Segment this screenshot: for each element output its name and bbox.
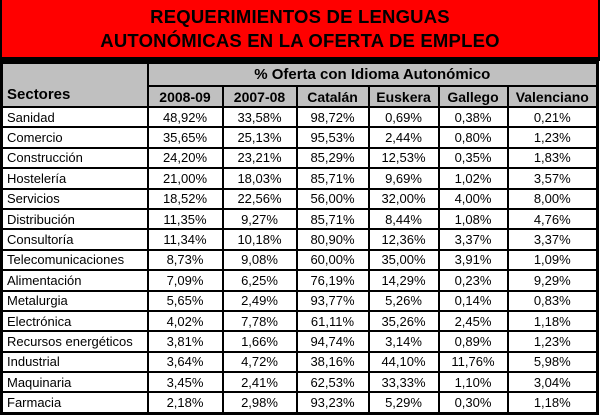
table-row	[2, 148, 598, 168]
value-cell: 33,33%	[369, 372, 439, 392]
sector-language-table	[0, 61, 599, 415]
value-cell: 3,57%	[508, 168, 598, 188]
value-cell: 3,45%	[148, 372, 223, 392]
value-cell: 1,18%	[508, 392, 598, 413]
value-cell: 2,98%	[223, 392, 297, 413]
value-cell: 8,00%	[508, 189, 598, 209]
sector-cell: Industrial	[2, 352, 148, 372]
value-cell: 10,18%	[223, 229, 297, 249]
value-cell: 2,41%	[223, 372, 297, 392]
table-row	[2, 127, 598, 147]
title-line-2: AUTONÓMICAS EN LA OFERTA DE EMPLEO	[100, 29, 500, 51]
sector-cell: Farmacia	[2, 392, 148, 413]
column-header-2008-09: 2008-09	[148, 86, 223, 107]
value-cell: 11,34%	[148, 229, 223, 249]
value-cell: 5,29%	[369, 392, 439, 413]
sector-cell: Sanidad	[2, 107, 148, 127]
sector-cell: Recursos energéticos	[2, 331, 148, 351]
sector-cell: Servicios	[2, 189, 148, 209]
value-cell: 94,74%	[297, 331, 369, 351]
table-title	[0, 0, 600, 61]
value-cell: 0,21%	[508, 107, 598, 127]
value-cell: 4,02%	[148, 311, 223, 331]
value-cell: 0,14%	[439, 291, 508, 311]
value-cell: 5,98%	[508, 352, 598, 372]
value-cell: 35,65%	[148, 127, 223, 147]
value-cell: 12,36%	[369, 229, 439, 249]
value-cell: 3,37%	[508, 229, 598, 249]
value-cell: 32,00%	[369, 189, 439, 209]
sector-cell: Construcción	[2, 148, 148, 168]
value-cell: 56,00%	[297, 189, 369, 209]
value-cell: 12,53%	[369, 148, 439, 168]
value-cell: 2,49%	[223, 291, 297, 311]
table-row	[2, 189, 598, 209]
value-cell: 0,30%	[439, 392, 508, 413]
table-row	[2, 250, 598, 270]
table-row	[2, 372, 598, 392]
value-cell: 35,26%	[369, 311, 439, 331]
value-cell: 85,71%	[297, 168, 369, 188]
table-row	[2, 392, 598, 413]
value-cell: 0,83%	[508, 291, 598, 311]
table-row	[2, 331, 598, 351]
sector-cell: Electrónica	[2, 311, 148, 331]
value-cell: 1,08%	[439, 209, 508, 229]
column-header-euskera: Euskera	[369, 86, 439, 107]
value-cell: 76,19%	[297, 270, 369, 290]
value-cell: 14,29%	[369, 270, 439, 290]
column-header-2007-08: 2007-08	[223, 86, 297, 107]
value-cell: 18,03%	[223, 168, 297, 188]
sector-cell: Metalurgia	[2, 291, 148, 311]
value-cell: 1,83%	[508, 148, 598, 168]
value-cell: 4,72%	[223, 352, 297, 372]
value-cell: 61,11%	[297, 311, 369, 331]
table-row	[2, 229, 598, 249]
sector-cell: Maquinaria	[2, 372, 148, 392]
value-cell: 35,00%	[369, 250, 439, 270]
value-cell: 11,35%	[148, 209, 223, 229]
title-line-1: REQUERIMIENTOS DE LENGUAS	[150, 5, 450, 27]
value-cell: 24,20%	[148, 148, 223, 168]
value-cell: 1,23%	[508, 331, 598, 351]
value-cell: 48,92%	[148, 107, 223, 127]
sector-cell: Comercio	[2, 127, 148, 147]
value-cell: 62,53%	[297, 372, 369, 392]
value-cell: 3,81%	[148, 331, 223, 351]
value-cell: 8,73%	[148, 250, 223, 270]
table-row	[2, 209, 598, 229]
value-cell: 4,76%	[508, 209, 598, 229]
value-cell: 0,35%	[439, 148, 508, 168]
value-cell: 0,69%	[369, 107, 439, 127]
value-cell: 21,00%	[148, 168, 223, 188]
table-row	[2, 291, 598, 311]
value-cell: 1,18%	[508, 311, 598, 331]
value-cell: 9,69%	[369, 168, 439, 188]
value-cell: 0,23%	[439, 270, 508, 290]
value-cell: 98,72%	[297, 107, 369, 127]
value-cell: 44,10%	[369, 352, 439, 372]
value-cell: 33,58%	[223, 107, 297, 127]
value-cell: 38,16%	[297, 352, 369, 372]
value-cell: 5,26%	[369, 291, 439, 311]
value-cell: 4,00%	[439, 189, 508, 209]
value-cell: 3,91%	[439, 250, 508, 270]
group-header: % Oferta con Idioma Autonómico	[148, 63, 598, 87]
value-cell: 1,09%	[508, 250, 598, 270]
value-cell: 0,80%	[439, 127, 508, 147]
value-cell: 1,66%	[223, 331, 297, 351]
column-header-valenciano: Valenciano	[508, 86, 598, 107]
value-cell: 8,44%	[369, 209, 439, 229]
value-cell: 2,44%	[369, 127, 439, 147]
value-cell: 85,29%	[297, 148, 369, 168]
value-cell: 1,02%	[439, 168, 508, 188]
value-cell: 3,04%	[508, 372, 598, 392]
value-cell: 2,18%	[148, 392, 223, 413]
value-cell: 80,90%	[297, 229, 369, 249]
value-cell: 5,65%	[148, 291, 223, 311]
value-cell: 1,10%	[439, 372, 508, 392]
value-cell: 11,76%	[439, 352, 508, 372]
table-body	[2, 107, 598, 413]
table-row	[2, 352, 598, 372]
value-cell: 7,78%	[223, 311, 297, 331]
value-cell: 1,23%	[508, 127, 598, 147]
value-cell: 2,45%	[439, 311, 508, 331]
table-row	[2, 107, 598, 127]
column-header-sectores: Sectores	[2, 63, 148, 108]
sector-cell: Hostelería	[2, 168, 148, 188]
value-cell: 23,21%	[223, 148, 297, 168]
value-cell: 25,13%	[223, 127, 297, 147]
value-cell: 7,09%	[148, 270, 223, 290]
table-row	[2, 311, 598, 331]
value-cell: 9,29%	[508, 270, 598, 290]
value-cell: 18,52%	[148, 189, 223, 209]
value-cell: 6,25%	[223, 270, 297, 290]
table-row	[2, 270, 598, 290]
value-cell: 22,56%	[223, 189, 297, 209]
sector-cell: Telecomunicaciones	[2, 250, 148, 270]
value-cell: 0,89%	[439, 331, 508, 351]
table-row	[2, 168, 598, 188]
value-cell: 85,71%	[297, 209, 369, 229]
group-header-row	[2, 63, 598, 87]
table-header	[2, 63, 598, 108]
value-cell: 0,38%	[439, 107, 508, 127]
value-cell: 60,00%	[297, 250, 369, 270]
value-cell: 9,08%	[223, 250, 297, 270]
value-cell: 93,23%	[297, 392, 369, 413]
value-cell: 9,27%	[223, 209, 297, 229]
sector-cell: Distribución	[2, 209, 148, 229]
sector-cell: Consultoría	[2, 229, 148, 249]
value-cell: 3,37%	[439, 229, 508, 249]
value-cell: 3,64%	[148, 352, 223, 372]
column-header-catalan: Catalán	[297, 86, 369, 107]
column-header-gallego: Gallego	[439, 86, 508, 107]
sector-cell: Alimentación	[2, 270, 148, 290]
value-cell: 93,77%	[297, 291, 369, 311]
value-cell: 3,14%	[369, 331, 439, 351]
value-cell: 95,53%	[297, 127, 369, 147]
